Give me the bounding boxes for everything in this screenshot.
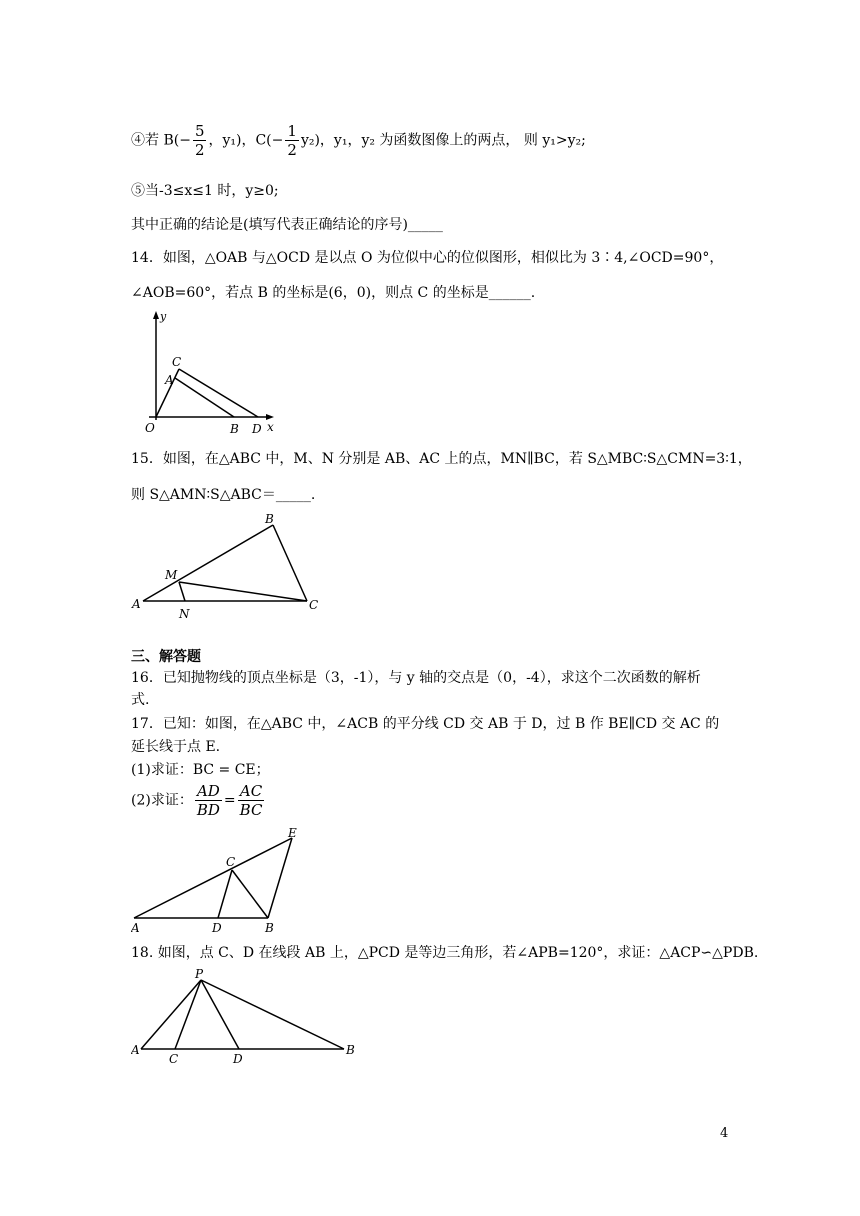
label-N: N [179, 607, 190, 621]
label-B: B [265, 921, 274, 935]
label-A: A [131, 1043, 140, 1057]
q17-part1: (1)求证：BC = CE； [131, 762, 270, 778]
q13-item4-prefix: ④若 B( [131, 132, 180, 149]
segment-CD [179, 369, 258, 417]
minus-sign: − [271, 132, 284, 149]
segment-PD [201, 980, 239, 1049]
label-D: D [233, 1052, 243, 1066]
q13-item4-mid: ，y₁)，C( [208, 132, 272, 149]
label-C: C [172, 355, 182, 369]
label-B: B [230, 422, 239, 436]
fraction-ad: AD [195, 782, 222, 801]
segment-AB [143, 525, 273, 601]
section-heading: 三、解答题 [131, 649, 201, 665]
figure-15 [131, 510, 323, 622]
segment-AE [134, 838, 292, 918]
fraction-bd: BD [196, 801, 220, 819]
label-O: O [145, 421, 155, 435]
y-axis-arrow [153, 311, 159, 319]
q16-line1: 16．已知抛物线的顶点坐标是（3，-1），与 y 轴的交点是（0，-4），求这个二次函数的解析 [131, 670, 701, 686]
segment-PC [175, 980, 201, 1049]
label-y: y [160, 310, 167, 323]
figure-18 [131, 966, 361, 1066]
fraction-b-den: 2 [194, 141, 205, 159]
q14-line2: ∠AOB=60°，若点 B 的坐标是(6，0)，则点 C 的坐标是______. [131, 285, 536, 301]
label-P: P [195, 967, 204, 981]
q17-line2: 延长线于点 E. [131, 739, 221, 755]
page-number: 4 [720, 1126, 729, 1141]
q13-item5: ⑤当-3≤x≤1 时，y≥0; [131, 183, 279, 199]
label-M: M [165, 568, 178, 582]
label-E: E [288, 826, 297, 840]
label-C: C [169, 1052, 179, 1066]
fraction-c-num: 1 [287, 122, 297, 140]
label-B: B [346, 1043, 355, 1057]
q13-prompt: 其中正确的结论是(填写代表正确结论的序号)_____ [131, 217, 443, 233]
fraction-c-den: 2 [287, 141, 297, 159]
q17-part2-label: (2)求证： [131, 792, 193, 809]
segment-CD [218, 870, 232, 918]
q17-line1: 17．已知：如图，在△ABC 中，∠ACB 的平分线 CD 交 AB 于 D，过 B 作 BE∥CD 交 AC 的 [131, 716, 720, 732]
label-C: C [309, 598, 319, 612]
fraction-b [193, 122, 207, 159]
segment-PB [201, 980, 344, 1049]
figure-14 [131, 308, 281, 436]
equals-sign: = [223, 792, 236, 809]
segment-BC [273, 525, 307, 601]
segment-MC [179, 582, 307, 601]
segment-MN [179, 582, 185, 601]
segment-BE [268, 838, 292, 918]
fraction-bc: BC [239, 801, 263, 819]
fraction-ac-bc [238, 782, 265, 819]
segment-CB [232, 870, 268, 918]
q15-line2: 则 S△AMN∶S△ABC＝_____. [131, 487, 316, 503]
q16-line2: 式. [131, 692, 150, 708]
label-C: C [226, 855, 236, 869]
fraction-ad-bd [195, 782, 222, 819]
label-D: D [252, 422, 262, 436]
q13-item4 [131, 122, 586, 159]
label-A: A [132, 597, 141, 611]
label-A: A [131, 921, 140, 935]
figure-17 [131, 826, 311, 936]
q14-line1: 14．如图，△OAB 与△OCD 是以点 O 为位似中心的位似图形，相似比为 3∶4,∠OCD=90°， [131, 250, 724, 266]
label-A: A [165, 373, 174, 387]
segment-PA [141, 980, 201, 1049]
fraction-b-num: 5 [194, 122, 205, 140]
minus-sign: − [179, 132, 191, 149]
fraction-c [285, 122, 299, 159]
q18-line1: 18. 如图，点 C、D 在线段 AB 上，△PCD 是等边三角形，若∠APB=120°，求证：△ACP∽△PDB. [131, 945, 759, 961]
q17-part2 [131, 782, 266, 819]
q15-line1: 15．如图，在△ABC 中，M、N 分别是 AB、AC 上的点，MN∥BC，若 S△MBC∶S△CMN=3∶1， [131, 451, 752, 467]
label-D: D [212, 921, 222, 935]
q13-item4-suffix: y₂)，y₁，y₂ 为函数图像上的两点， 则 y₁>y₂; [300, 132, 586, 149]
label-B: B [265, 512, 274, 526]
fraction-ac: AC [238, 782, 265, 801]
label-x: x [267, 420, 274, 434]
